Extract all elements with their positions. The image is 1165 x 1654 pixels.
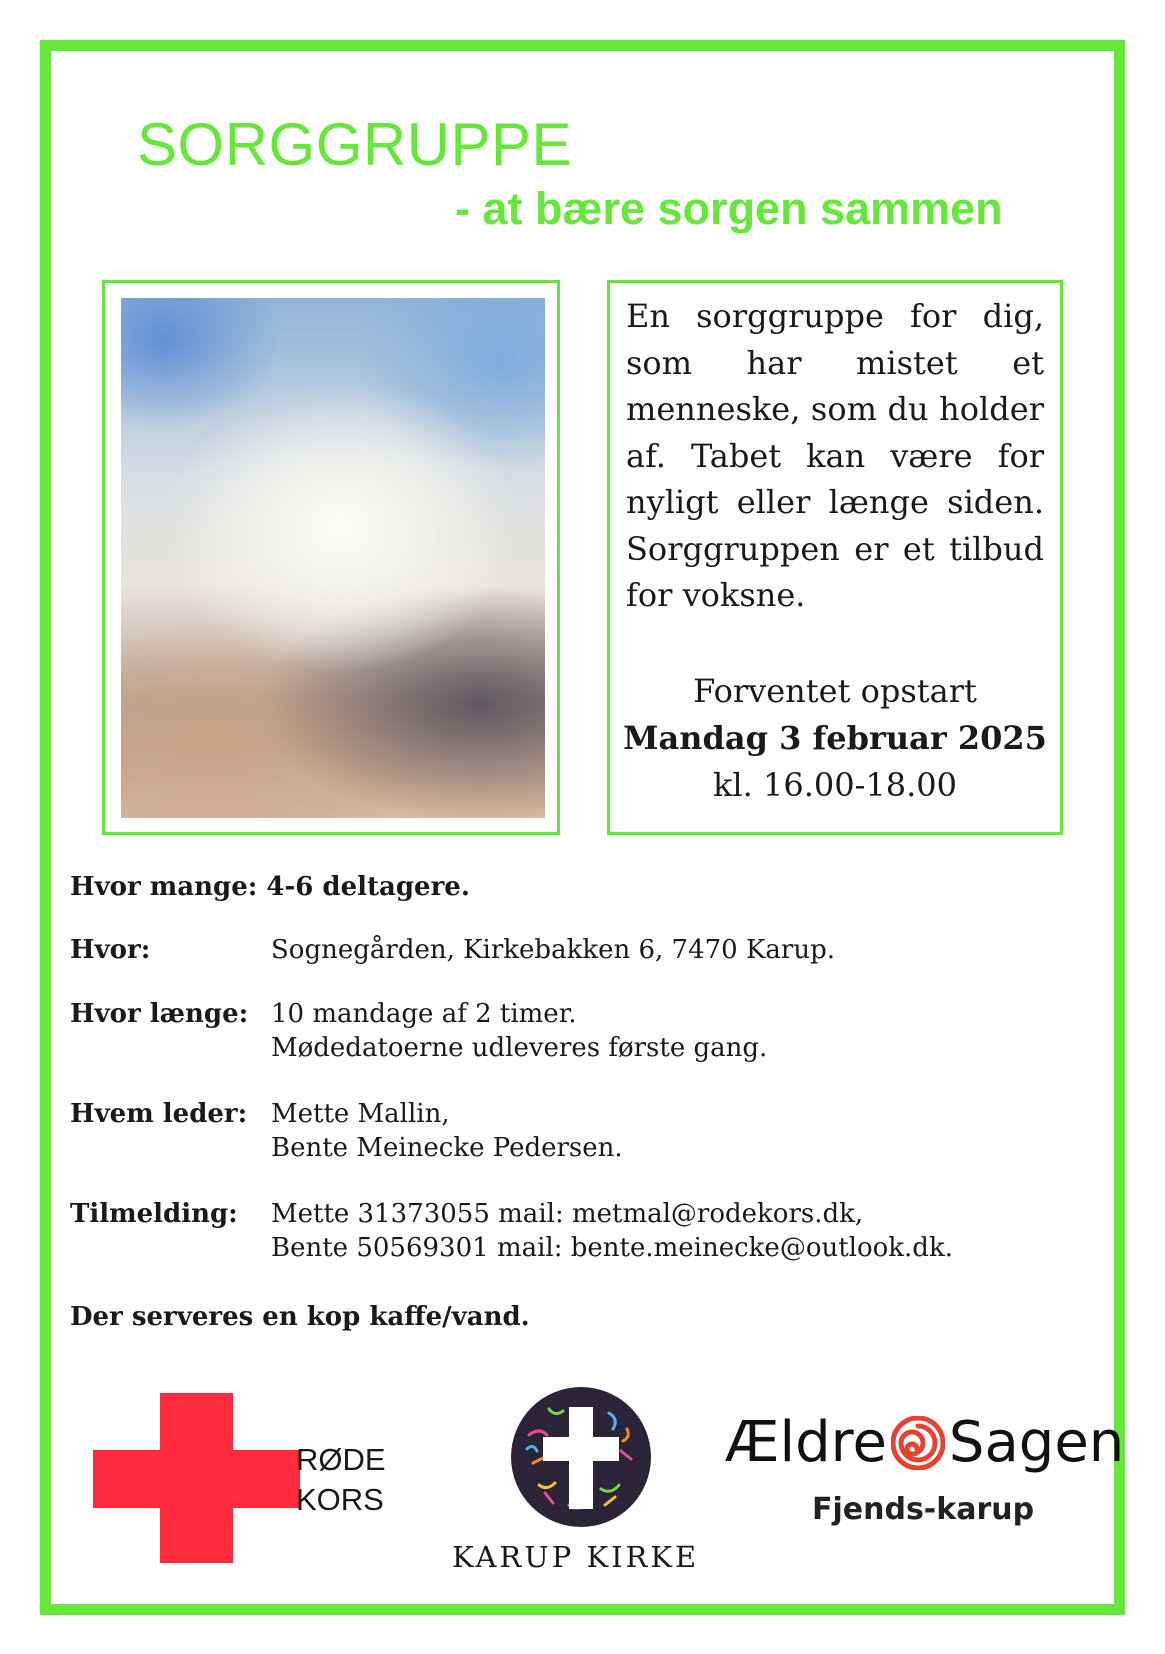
rode-kors-logo-text — [296, 1440, 386, 1520]
aeldre-sagen-text-left: Ældre — [725, 1410, 887, 1475]
duration-line-2: Mødedatoerne udleveres første gang. — [271, 1033, 768, 1063]
where-label: Hvor: — [70, 935, 151, 965]
rode-kors-line-1: RØDE — [296, 1442, 386, 1477]
aeldre-sagen-logo — [725, 1410, 1124, 1475]
karup-kirke-logo-text: KARUP KIRKE — [452, 1540, 700, 1574]
intro-text: En sorggruppe for dig, som har mistet et menneske, som du holder af. Tabet kan være for nyligt eller længe siden. Sorggruppen er et tilbud for voksne. — [626, 297, 1044, 614]
participants-line: Hvor mange: 4-6 deltagere. — [70, 872, 470, 902]
sky-image-frame — [102, 280, 560, 835]
duration-line-1: 10 mandage af 2 timer. — [271, 999, 577, 1029]
aeldre-sagen-subtitle: Fjends-karup — [812, 1492, 1035, 1527]
sky-clouds-image — [121, 298, 545, 818]
karup-kirke-cross-icon — [509, 1385, 653, 1529]
signup-line-1: Mette 31373055 mail: metmal@rodekors.dk, — [271, 1199, 864, 1229]
page-subtitle: - at bære sorgen sammen — [455, 183, 1003, 234]
red-cross-icon-bar — [93, 1450, 300, 1508]
start-label: Forventet opstart — [693, 672, 977, 710]
duration-label: Hvor længe: — [70, 999, 249, 1029]
leaders-line-2: Bente Meinecke Pedersen. — [271, 1133, 623, 1163]
where-value: Sognegården, Kirkebakken 6, 7470 Karup. — [271, 935, 835, 965]
rode-kors-line-2: KORS — [296, 1482, 384, 1517]
coffee-line: Der serveres en kop kaffe/vand. — [70, 1302, 530, 1332]
start-info — [610, 668, 1060, 809]
leaders-line-1: Mette Mallin, — [271, 1099, 450, 1129]
signup-line-2: Bente 50569301 mail: bente.meinecke@outlook.dk. — [271, 1233, 953, 1263]
start-time: kl. 16.00-18.00 — [713, 766, 957, 804]
start-date: Mandag 3 februar 2025 — [623, 719, 1047, 757]
leaders-label: Hvem leder: — [70, 1099, 248, 1129]
aeldre-sagen-text-right: Sagen — [948, 1410, 1125, 1475]
page-title: SORGGRUPPE — [137, 111, 573, 178]
intro-box — [607, 280, 1063, 835]
spiral-icon — [891, 1416, 945, 1470]
signup-label: Tilmelding: — [70, 1199, 238, 1229]
